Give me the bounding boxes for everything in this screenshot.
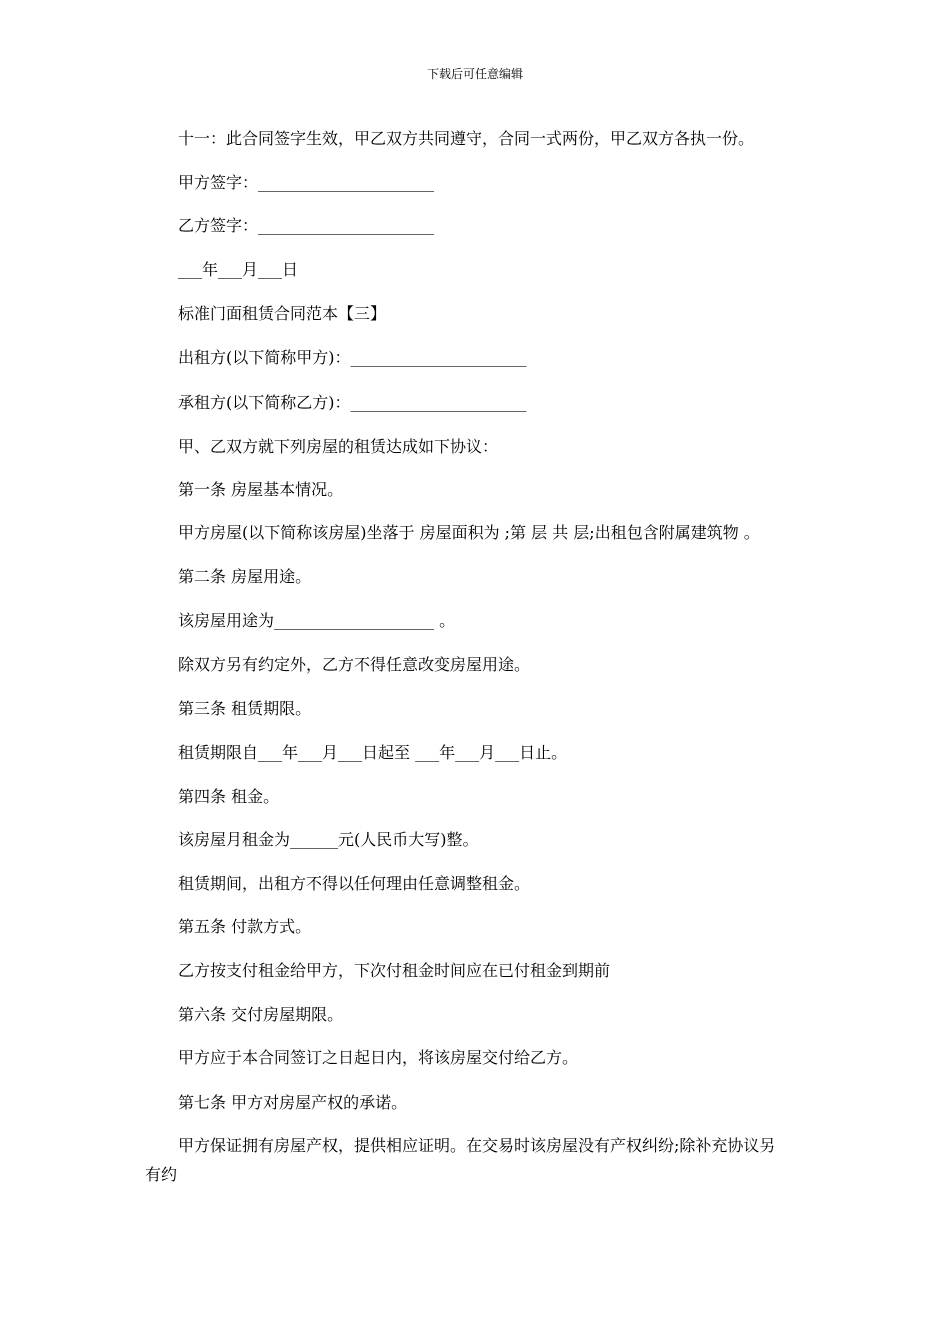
- agreement-intro: 甲、乙双方就下列房屋的租赁达成如下协议：: [178, 437, 499, 456]
- article-6-heading: 第六条 交付房屋期限。: [178, 1005, 344, 1024]
- article-4-text: 租赁期间，出租方不得以任何理由任意调整租金。: [178, 874, 531, 893]
- article-3-heading: 第三条 租赁期限。: [178, 699, 312, 718]
- party-a-signature-line: 甲方签字：______________________: [178, 173, 435, 192]
- article-4-rent-line: 该房屋月租金为______元(人民币大写)整。: [178, 830, 479, 849]
- article-2-purpose-line: 该房屋用途为____________________ 。: [178, 611, 456, 630]
- lessee-line: 承租方(以下简称乙方)：______________________: [178, 393, 527, 412]
- article-3-text: 租赁期限自___年___月___日起至 ___年___月___日止。: [178, 743, 568, 762]
- page-header-note: 下载后可任意编辑: [426, 67, 523, 81]
- article-2-heading: 第二条 房屋用途。: [178, 567, 312, 586]
- lessor-line: 出租方(以下简称甲方)：______________________: [178, 348, 527, 367]
- article-4-heading: 第四条 租金。: [178, 787, 280, 806]
- article-2-text: 除双方另有约定外，乙方不得任意改变房屋用途。: [178, 655, 531, 674]
- date-line: ___年___月___日: [178, 260, 299, 279]
- article-5-text: 乙方按支付租金给甲方，下次付租金时间应在已付租金到期前: [178, 961, 611, 980]
- section-title: 标准门面租赁合同范本【三】: [178, 304, 387, 323]
- article-1-text: 甲方房屋(以下简称该房屋)坐落于 房屋面积为 ;第 层 共 层;出租包含附属建筑物 。: [178, 523, 760, 542]
- article-5-heading: 第五条 付款方式。: [178, 917, 312, 936]
- article-7-text: 甲方保证拥有房屋产权，提供相应证明。在交易时该房屋没有产权纠纷;除补充协议另: [178, 1136, 776, 1155]
- article-6-text: 甲方应于本合同签订之日起日内，将该房屋交付给乙方。: [178, 1048, 579, 1067]
- party-b-signature-line: 乙方签字：______________________: [178, 216, 435, 235]
- article-7-text-continued: 有约: [145, 1165, 178, 1184]
- article-7-heading: 第七条 甲方对房屋产权的承诺。: [178, 1093, 408, 1112]
- article-1-heading: 第一条 房屋基本情况。: [178, 480, 344, 499]
- clause-11-text: 十一：此合同签字生效，甲乙双方共同遵守，合同一式两份，甲乙双方各执一份。: [178, 129, 755, 148]
